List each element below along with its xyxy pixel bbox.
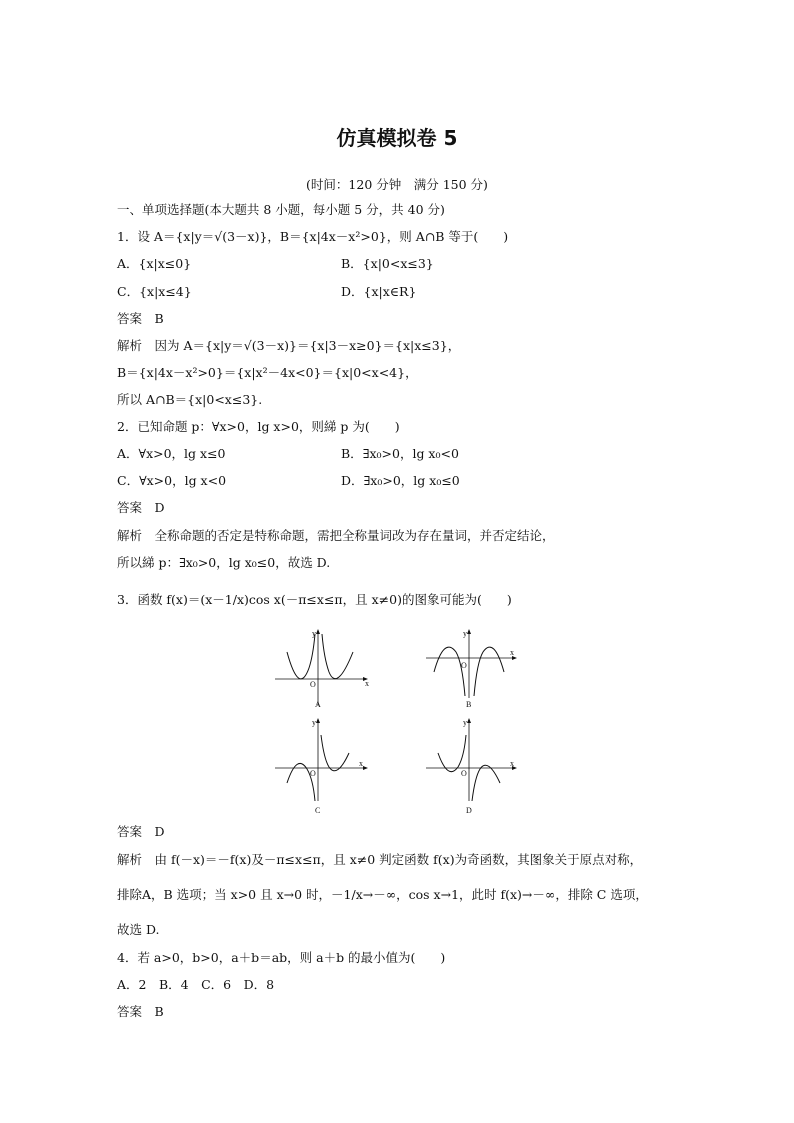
- q4-answer: 答案 B: [117, 1004, 164, 1019]
- q3-graph-a: [273, 628, 373, 710]
- q1-analysis-line: 所以 A∩B＝{x|0<x≤3}.: [117, 392, 263, 407]
- q2-stem: 2．已知命题 p：∀x>0，lg x>0，则綈 p 为( ): [117, 419, 400, 434]
- q2-option-c: C．∀x>0，lg x<0: [117, 473, 227, 488]
- q3-graph-a-origin: O: [310, 680, 316, 689]
- q3-stem: 3．函数 f(x)＝(x－1/x)cos x(－π≤x≤π，且 x≠0)的图象可能为( ): [117, 592, 512, 607]
- q3-graph-b: [424, 628, 524, 710]
- q1-analysis-line: B＝{x|4x－x²>0}＝{x|x²－4x<0}＝{x|0<x<4}，: [117, 365, 418, 380]
- q2-answer: 答案 D: [117, 500, 165, 515]
- q3-graph-c-y-label: y: [312, 718, 316, 727]
- q1-option-b: B．{x|0<x≤3}: [341, 256, 434, 271]
- q1-answer: 答案 B: [117, 311, 164, 326]
- q3-graph-c: [273, 717, 373, 817]
- q3-graph-a-y-label: y: [312, 629, 316, 638]
- q3-graph-c-x-label: x: [359, 759, 363, 768]
- q1-option-a: A．{x|x≤0}: [117, 256, 192, 271]
- q2-option-d: D．∃x₀>0，lg x₀≤0: [341, 473, 460, 488]
- q1-option-d: D．{x|x∈R}: [341, 284, 417, 299]
- q4-stem: 4．若 a>0，b>0，a＋b＝ab，则 a＋b 的最小值为( ): [117, 950, 446, 965]
- q3-graph-a-label: A: [315, 700, 321, 709]
- q2-option-b: B．∃x₀>0，lg x₀<0: [341, 446, 459, 461]
- q3-analysis-line: 故选 D.: [117, 922, 160, 937]
- q3-graph-d-origin: O: [461, 769, 467, 778]
- q1-analysis-line: 解析 因为 A＝{x|y＝√(3－x)}＝{x|3－x≥0}＝{x|x≤3}，: [117, 338, 461, 353]
- q1-option-c: C．{x|x≤4}: [117, 284, 192, 299]
- q3-graph-b-origin: O: [461, 661, 467, 670]
- q3-graph-d: [424, 717, 524, 817]
- q3-graph-d-x-label: x: [510, 759, 514, 768]
- q3-graph-a-x-label: x: [365, 679, 369, 688]
- exam-info: (时间：120 分钟 满分 150 分): [306, 177, 488, 192]
- q3-graph-c-origin: O: [310, 769, 316, 778]
- q2-analysis-line: 解析 全称命题的否定是特称命题，需把全称量词改为存在量词，并否定结论，: [117, 528, 555, 543]
- q3-analysis-line: 排除A，B 选项；当 x>0 且 x→0 时，－1/x→－∞，cos x→1，此时 f(x)→－∞，排除 C 选项，: [117, 887, 648, 902]
- q3-graph-b-x-label: x: [510, 648, 514, 657]
- q3-answer: 答案 D: [117, 824, 165, 839]
- page-title: 仿真模拟卷 5: [336, 126, 458, 150]
- q3-graph-b-y-label: y: [463, 629, 467, 638]
- q3-graph-b-label: B: [466, 700, 472, 709]
- q3-analysis-line: 解析 由 f(－x)＝－f(x)及－π≤x≤π，且 x≠0 判定函数 f(x)为奇函数，其图象关于原点对称，: [117, 852, 643, 867]
- q3-graph-c-label: C: [315, 806, 321, 815]
- q3-graph-d-y-label: y: [463, 718, 467, 727]
- q3-graph-d-label: D: [466, 806, 472, 815]
- q4-options: A．2 B．4 C．6 D．8: [117, 977, 275, 992]
- q1-stem: 1．设 A＝{x|y＝√(3－x)}，B＝{x|4x－x²>0}，则 A∩B 等于( ): [117, 229, 509, 244]
- q2-option-a: A．∀x>0，lg x≤0: [117, 446, 226, 461]
- section-heading: 一、单项选择题(本大题共 8 小题，每小题 5 分，共 40 分): [117, 202, 445, 217]
- q2-analysis-line: 所以綈 p：∃x₀>0，lg x₀≤0，故选 D.: [117, 555, 331, 570]
